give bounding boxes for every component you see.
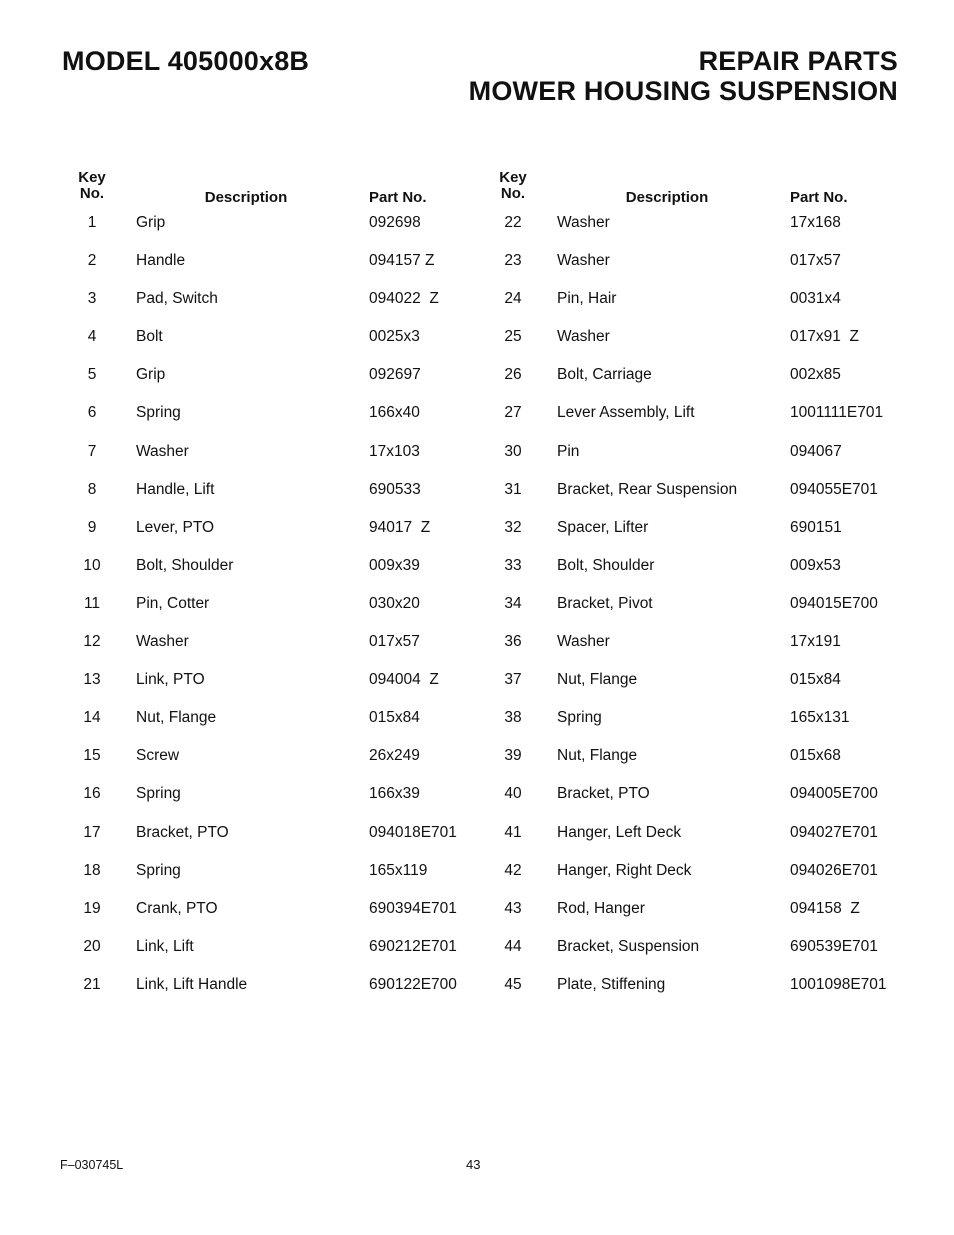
- table-row: [477, 366, 897, 404]
- table-row: [56, 900, 476, 938]
- table-row: [477, 595, 897, 633]
- table-row: [56, 671, 476, 709]
- key-no-cell: 24: [504, 290, 522, 308]
- part-no-cell: 17x191: [790, 633, 841, 651]
- table-rows: [56, 214, 476, 1014]
- parts-table-right: [477, 170, 897, 1014]
- table-row: [56, 404, 476, 442]
- part-no-cell: 002x85: [790, 366, 841, 384]
- description-cell: Washer: [136, 633, 189, 651]
- key-no-cell: 6: [87, 404, 97, 422]
- table-row: [56, 938, 476, 976]
- table-row: [477, 633, 897, 671]
- description-cell: Washer: [557, 252, 610, 270]
- table-row: [477, 328, 897, 366]
- table-row: [477, 900, 897, 938]
- description-cell: Handle, Lift: [136, 480, 215, 498]
- table-row: [477, 785, 897, 823]
- key-no-cell: 10: [83, 556, 101, 574]
- key-no-cell: 32: [504, 518, 522, 536]
- description-cell: Spacer, Lifter: [557, 518, 649, 536]
- part-no-cell: 0031x4: [790, 290, 841, 308]
- table-row: [477, 862, 897, 900]
- key-no-cell: 43: [504, 899, 522, 917]
- key-no-cell: 7: [87, 442, 97, 460]
- table-row: [477, 671, 897, 709]
- description-cell: Pad, Switch: [136, 290, 218, 308]
- part-no-cell: 26x249: [369, 747, 420, 765]
- description-cell: Washer: [557, 633, 610, 651]
- part-no-cell: 015x68: [790, 747, 841, 765]
- key-no-cell: 22: [504, 214, 522, 231]
- part-no-cell: 690539E701: [790, 937, 878, 955]
- description-cell: Spring: [557, 709, 602, 727]
- table-row: [56, 862, 476, 900]
- table-row: [477, 290, 897, 328]
- part-no-cell: 017x91 Z: [790, 328, 859, 346]
- part-no-cell: 690151: [790, 518, 842, 536]
- key-no-cell: 1: [87, 214, 97, 231]
- description-cell: Link, Lift: [136, 937, 194, 955]
- key-no-cell: 3: [87, 290, 97, 308]
- table-row: [477, 938, 897, 976]
- key-no-cell: 37: [504, 671, 522, 689]
- key-no-header: [491, 170, 535, 202]
- part-no-cell: 094022 Z: [369, 290, 439, 308]
- key-no-cell: 42: [504, 861, 522, 879]
- table-row: [56, 328, 476, 366]
- table-row: [56, 785, 476, 823]
- table-row: [477, 404, 897, 442]
- key-no-cell: 14: [83, 709, 101, 727]
- key-no-cell: 12: [83, 633, 101, 651]
- description-cell: Link, Lift Handle: [136, 975, 248, 993]
- key-no-cell: 21: [83, 975, 101, 993]
- table-row: [477, 519, 897, 557]
- part-no-cell: 0025x3: [369, 328, 420, 346]
- description-cell: Washer: [557, 214, 610, 231]
- section-title: [469, 46, 898, 106]
- description-cell: Spring: [136, 861, 181, 879]
- table-row: [477, 557, 897, 595]
- description-cell: Link, PTO: [136, 671, 205, 689]
- key-no-cell: 2: [87, 252, 97, 270]
- description-cell: Hanger, Right Deck: [557, 861, 692, 879]
- model-title: MODEL 405000x8B: [62, 46, 310, 76]
- key-no-cell: 45: [504, 975, 522, 993]
- description-header: Description: [625, 189, 709, 206]
- description-cell: Rod, Hanger: [557, 899, 645, 917]
- description-cell: Bolt: [136, 328, 163, 346]
- part-no-cell: 017x57: [369, 633, 420, 651]
- table-row: [56, 481, 476, 519]
- table-rows: [477, 214, 897, 1014]
- description-cell: Crank, PTO: [136, 899, 218, 917]
- part-no-cell: 165x119: [369, 861, 428, 879]
- description-cell: Washer: [136, 442, 189, 460]
- description-cell: Grip: [136, 366, 166, 384]
- key-no-cell: 16: [83, 785, 101, 803]
- key-no-cell: 18: [83, 861, 101, 879]
- key-no-cell: 33: [504, 556, 522, 574]
- description-cell: Bolt, Shoulder: [136, 556, 234, 574]
- key-no-cell: 27: [504, 404, 522, 422]
- key-no-cell: 19: [83, 899, 101, 917]
- table-row: [56, 252, 476, 290]
- table-row: [56, 747, 476, 785]
- section-title-line1: REPAIR PARTS: [698, 46, 898, 76]
- key-no-cell: 4: [87, 328, 97, 346]
- part-no-cell: 009x53: [790, 556, 841, 574]
- table-row: [56, 366, 476, 404]
- part-no-cell: 094026E701: [790, 861, 878, 879]
- description-cell: Pin, Hair: [557, 290, 617, 308]
- part-no-cell: 030x20: [369, 594, 420, 612]
- description-header: Description: [204, 189, 288, 206]
- part-no-cell: 094015E700: [790, 594, 878, 612]
- table-row: [477, 252, 897, 290]
- table-row: [56, 709, 476, 747]
- table-row: [477, 481, 897, 519]
- part-no-header: Part No.: [790, 189, 848, 206]
- key-no-cell: 11: [83, 594, 101, 612]
- description-cell: Spring: [136, 404, 181, 422]
- key-no-cell: 25: [504, 328, 522, 346]
- table-row: [56, 557, 476, 595]
- description-cell: Handle: [136, 252, 186, 270]
- key-no-cell: 13: [83, 671, 101, 689]
- table-row: [56, 824, 476, 862]
- key-no-cell: 15: [83, 747, 101, 765]
- description-cell: Nut, Flange: [557, 671, 638, 689]
- key-no-cell: 9: [87, 518, 97, 536]
- part-no-cell: 1001098E701: [790, 975, 887, 993]
- description-cell: Nut, Flange: [557, 747, 638, 765]
- key-no-cell: 34: [504, 594, 522, 612]
- part-no-cell: 094157 Z: [369, 252, 435, 270]
- part-no-header: Part No.: [369, 189, 427, 206]
- table-row: [56, 595, 476, 633]
- part-no-cell: 015x84: [369, 709, 420, 727]
- description-cell: Nut, Flange: [136, 709, 217, 727]
- description-cell: Pin: [557, 442, 580, 460]
- part-no-cell: 690394E701: [369, 899, 457, 917]
- description-cell: Bracket, Rear Suspension: [557, 480, 738, 498]
- part-no-cell: 092697: [369, 366, 421, 384]
- key-no-cell: 40: [504, 785, 522, 803]
- page-number: 43: [466, 1157, 481, 1172]
- key-no-cell: 8: [87, 480, 97, 498]
- part-no-cell: 092698: [369, 214, 421, 231]
- part-no-cell: 017x57: [790, 252, 841, 270]
- description-cell: Bolt, Shoulder: [557, 556, 655, 574]
- part-no-cell: 1001111E701: [790, 404, 884, 422]
- part-no-cell: 17x103: [369, 442, 420, 460]
- table-row: [477, 976, 897, 1014]
- part-no-cell: 094018E701: [369, 823, 457, 841]
- key-no-cell: 26: [504, 366, 522, 384]
- table-row: [477, 824, 897, 862]
- description-cell: Washer: [557, 328, 610, 346]
- key-no-cell: 41: [504, 823, 522, 841]
- table-row: [56, 290, 476, 328]
- part-no-cell: 165x131: [790, 709, 850, 727]
- part-no-cell: 094158 Z: [790, 899, 860, 917]
- form-code: F–030745L: [60, 1158, 124, 1172]
- table-row: [477, 214, 897, 252]
- description-cell: Pin, Cotter: [136, 594, 210, 612]
- part-no-cell: 094004 Z: [369, 671, 439, 689]
- description-cell: Bracket, PTO: [557, 785, 650, 803]
- key-no-cell: 17: [83, 823, 101, 841]
- key-no-cell: 20: [83, 937, 101, 955]
- part-no-cell: 690212E701: [369, 937, 457, 955]
- key-no-cell: 5: [87, 366, 97, 384]
- table-row: [56, 519, 476, 557]
- table-row: [56, 633, 476, 671]
- key-no-cell: 36: [504, 633, 522, 651]
- key-no-cell: 39: [504, 747, 522, 765]
- table-row: [56, 976, 476, 1014]
- part-no-cell: 094055E701: [790, 480, 878, 498]
- description-cell: Grip: [136, 214, 166, 231]
- table-row: [56, 214, 476, 252]
- description-cell: Screw: [136, 747, 180, 765]
- parts-table-left: [56, 170, 476, 1014]
- table-row: [477, 709, 897, 747]
- description-cell: Bracket, Suspension: [557, 937, 700, 955]
- part-no-cell: 690533: [369, 480, 421, 498]
- key-header-line1: Key: [499, 169, 527, 186]
- table-header: [56, 170, 476, 206]
- part-no-cell: 009x39: [369, 556, 420, 574]
- key-no-cell: 30: [504, 442, 522, 460]
- description-cell: Spring: [136, 785, 181, 803]
- description-cell: Plate, Stiffening: [557, 975, 666, 993]
- description-cell: Bracket, Pivot: [557, 594, 653, 612]
- description-cell: Hanger, Left Deck: [557, 823, 682, 841]
- table-header: [477, 170, 897, 206]
- description-cell: Lever, PTO: [136, 518, 215, 536]
- description-cell: Bolt, Carriage: [557, 366, 652, 384]
- part-no-cell: 17x168: [790, 214, 841, 231]
- key-no-cell: 38: [504, 709, 522, 727]
- part-no-cell: 015x84: [790, 671, 841, 689]
- key-no-cell: 31: [504, 480, 522, 498]
- section-title-line2: MOWER HOUSING SUSPENSION: [468, 76, 898, 106]
- table-row: [477, 747, 897, 785]
- part-no-cell: 166x40: [369, 404, 420, 422]
- part-no-cell: 094005E700: [790, 785, 878, 803]
- key-header-line2: No.: [500, 185, 526, 202]
- key-header-line2: No.: [79, 185, 105, 202]
- key-no-header: [70, 170, 114, 202]
- part-no-cell: 166x39: [369, 785, 420, 803]
- table-row: [56, 443, 476, 481]
- part-no-cell: 94017 Z: [369, 518, 431, 536]
- description-cell: Lever Assembly, Lift: [557, 404, 695, 422]
- key-header-line1: Key: [78, 169, 106, 186]
- part-no-cell: 094027E701: [790, 823, 878, 841]
- key-no-cell: 23: [504, 252, 522, 270]
- part-no-cell: 690122E700: [369, 975, 457, 993]
- part-no-cell: 094067: [790, 442, 842, 460]
- key-no-cell: 44: [504, 937, 522, 955]
- table-row: [477, 443, 897, 481]
- description-cell: Bracket, PTO: [136, 823, 229, 841]
